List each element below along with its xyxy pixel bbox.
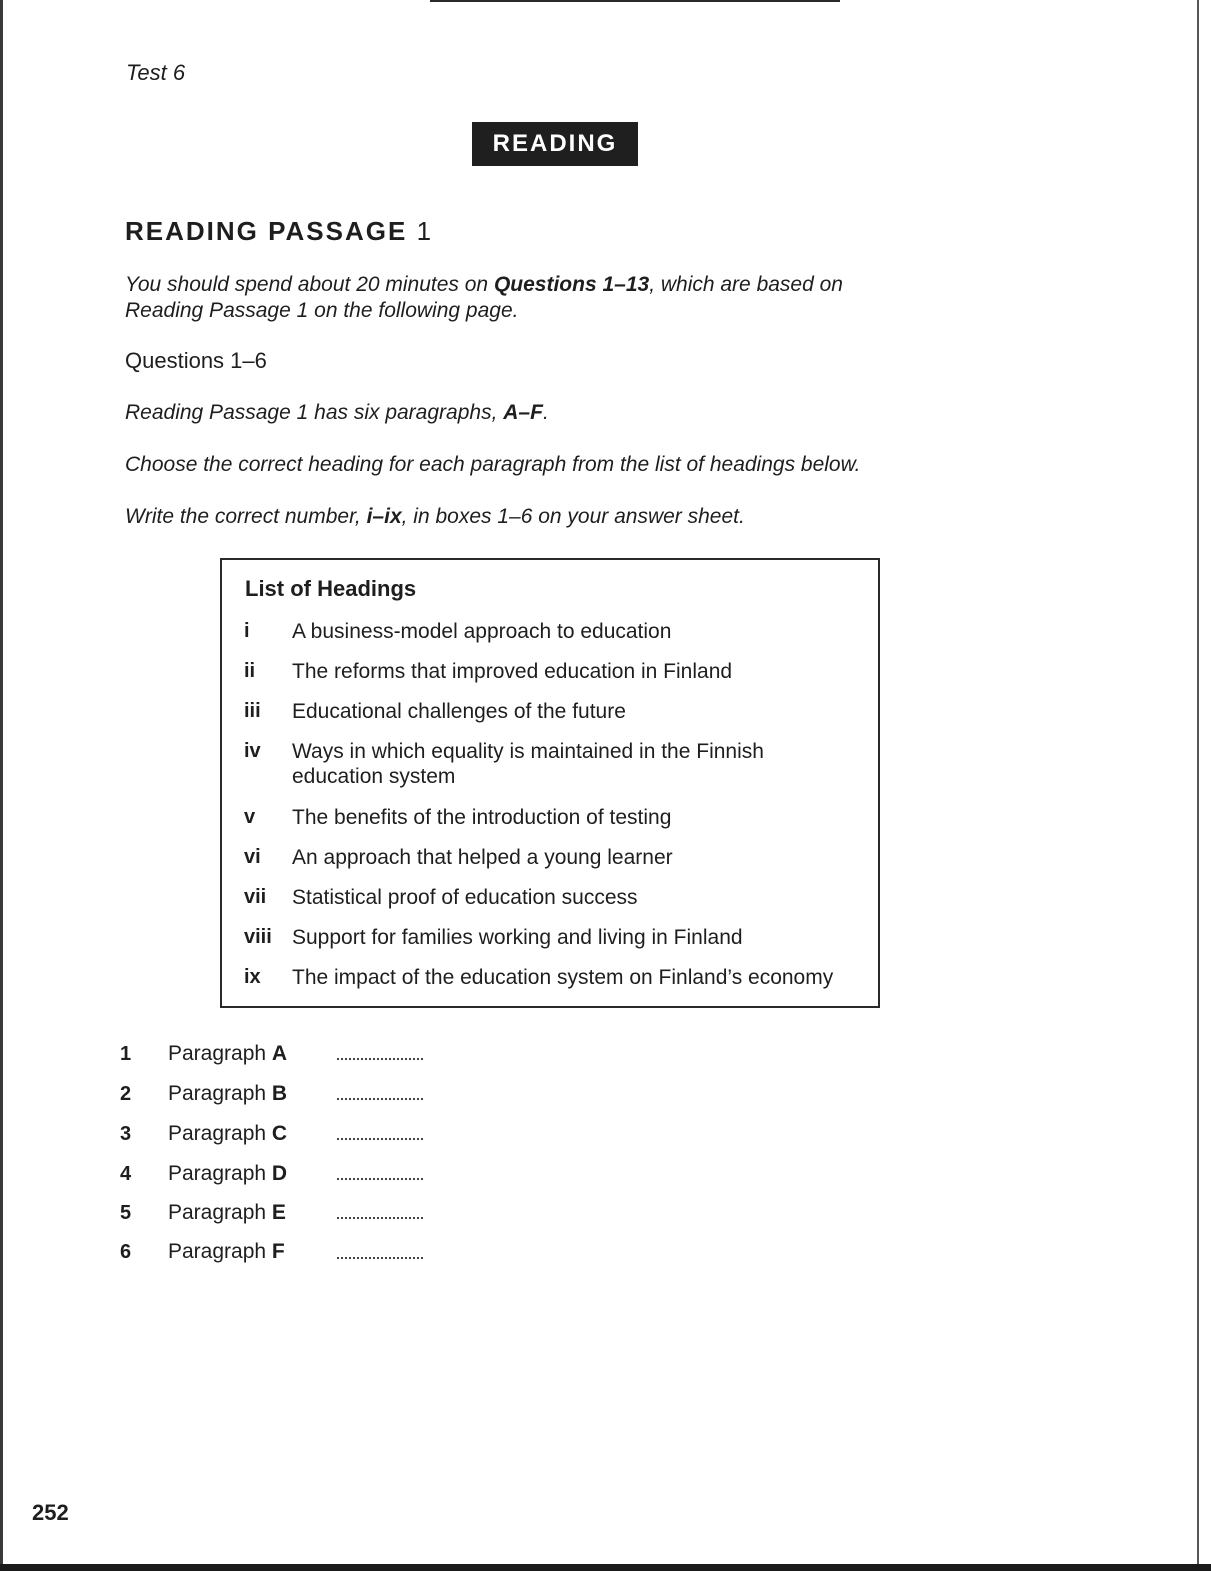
question-label	[168, 1042, 287, 1066]
heading-text: The impact of the education system on Finland’s economy	[292, 966, 834, 989]
answer-blank[interactable]	[337, 1178, 423, 1180]
heading-numeral: vii	[244, 886, 267, 908]
choose-instruction: Choose the correct heading for each paragraph from the list of headings below.	[125, 453, 861, 476]
question-paragraph-letter: F	[271, 1240, 285, 1263]
heading-numeral: ix	[244, 966, 261, 988]
heading-numeral: i	[244, 620, 250, 642]
question-number: 1	[120, 1043, 132, 1065]
question-paragraph-letter: A	[271, 1042, 288, 1065]
passage-title	[125, 216, 433, 247]
write-instruction	[125, 504, 745, 530]
test-label: Test 6	[126, 60, 186, 85]
heading-numeral: iii	[244, 700, 261, 722]
question-label-text: Paragraph	[168, 1082, 267, 1105]
answer-blank[interactable]	[337, 1058, 423, 1060]
write-instruction-range: i–ix	[366, 505, 402, 528]
question-label	[168, 1082, 287, 1106]
top-rule	[430, 0, 840, 2]
heading-text: An approach that helped a young learner	[292, 846, 673, 869]
time-instruction-text-end: , which are based on	[649, 273, 843, 296]
question-paragraph-letter: B	[271, 1082, 288, 1105]
question-range: Questions 1–6	[125, 348, 267, 373]
heading-text: A business-model approach to education	[292, 620, 672, 643]
question-label-text: Paragraph	[168, 1240, 267, 1263]
heading-text: Support for families working and living in Finland	[292, 926, 743, 949]
answer-blank[interactable]	[337, 1138, 423, 1140]
time-instruction-text: You should spend about 20 minutes on	[125, 273, 494, 296]
question-label-text: Paragraph	[168, 1122, 267, 1145]
question-number: 4	[120, 1163, 132, 1185]
paragraphs-range: A–F	[503, 401, 543, 424]
heading-text: Educational challenges of the future	[292, 700, 626, 723]
headings-title: List of Headings	[245, 576, 417, 601]
time-instruction-line2: Reading Passage 1 on the following page.	[125, 299, 519, 322]
question-number: 3	[120, 1123, 132, 1145]
question-number: 5	[120, 1202, 132, 1224]
heading-numeral: ii	[244, 660, 256, 682]
heading-text: Ways in which equality is maintained in the Finnish education system	[292, 740, 764, 788]
write-instruction-end: , in boxes 1–6 on your answer sheet.	[401, 505, 745, 528]
paragraphs-instruction	[125, 400, 549, 426]
bottom-page-edge	[0, 1564, 1211, 1571]
heading-text: Statistical proof of education success	[292, 886, 638, 909]
question-paragraph-letter: C	[271, 1122, 288, 1145]
question-number: 6	[120, 1241, 132, 1263]
passage-number: 1	[416, 216, 434, 246]
heading-text: The benefits of the introduction of testing	[292, 806, 672, 829]
question-label-text: Paragraph	[168, 1162, 267, 1185]
heading-numeral: vi	[244, 846, 261, 868]
section-banner: READING	[472, 122, 638, 166]
question-paragraph-letter: E	[271, 1201, 286, 1224]
answer-blank[interactable]	[337, 1217, 423, 1219]
page-number: 252	[32, 1500, 69, 1525]
passage-title-text: READING PASSAGE	[125, 216, 408, 246]
right-page-edge	[1197, 0, 1199, 1571]
heading-numeral: iv	[244, 740, 261, 762]
question-label	[168, 1122, 287, 1146]
heading-numeral: v	[244, 806, 256, 828]
question-label	[168, 1201, 286, 1225]
left-page-edge	[0, 0, 3, 1571]
question-label-text: Paragraph	[168, 1042, 267, 1065]
time-instruction	[125, 272, 843, 298]
paragraphs-instruction-end: .	[542, 401, 549, 424]
question-label	[168, 1162, 287, 1186]
heading-numeral: viii	[244, 926, 272, 948]
heading-text: The reforms that improved education in Finland	[292, 660, 733, 683]
question-label	[168, 1240, 285, 1264]
answer-blank[interactable]	[337, 1098, 423, 1100]
question-paragraph-letter: D	[271, 1162, 288, 1185]
paragraphs-instruction-text: Reading Passage 1 has six paragraphs,	[125, 401, 504, 424]
question-number: 2	[120, 1083, 132, 1105]
write-instruction-text: Write the correct number,	[125, 505, 367, 528]
answer-blank[interactable]	[337, 1257, 423, 1259]
question-label-text: Paragraph	[168, 1201, 267, 1224]
time-instruction-questions: Questions 1–13	[493, 273, 650, 296]
